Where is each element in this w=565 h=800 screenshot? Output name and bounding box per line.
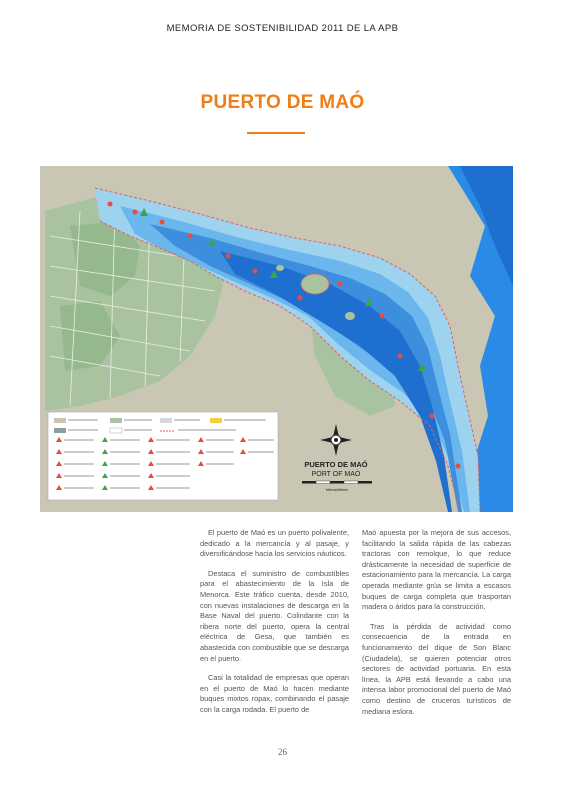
page-number: 26	[278, 747, 287, 757]
harbour-map	[40, 166, 513, 512]
paragraph: El puerto de Maó es un puerto polivalente, dedicado a la mercancía y al pasaje, y diversificándose hacia los servicios náuticos.	[200, 528, 349, 559]
page-title: PUERTO DE MAÓ	[200, 92, 365, 113]
map-name-en: PORT OF MAÓ	[311, 471, 361, 478]
title-underline	[247, 132, 305, 134]
scale-bar	[302, 481, 372, 484]
body-column-right	[362, 528, 511, 726]
isla-del-rey	[301, 274, 329, 294]
running-header: MEMORIA DE SOSTENIBILIDAD 2011 DE LA APB	[166, 23, 399, 34]
paragraph: Casi la totalidad de empresas que operan en el puerto de Maó lo hacen mediante buques mixtos ropax, combinando el pasaje con la carga rodada. El puerto de	[200, 673, 349, 714]
scale-caption: Metros/Meters	[325, 488, 349, 492]
paragraph: Destaca el suministro de combustibles para el abastecimiento de la Isla de Menorca. Este tráfico cuenta, desde 2010, con nuevas instalaciones de descarga en la Base Naval del puerto. Colindante con la ribera norte del puerto, opera la central eléctrica de Gesa, que también es abastecida con combustible que se descarga en el puerto.	[200, 568, 349, 663]
paragraph: Maó apuesta por la mejora de sus accesos, facilitando la salida rápida de las cabezas tractoras con remolque, lo que reduce drásticamente la necesidad de superficie de estacionamiento para la mercancía. La carga operada mediante grúa se limita a escasos buques de carga completa que trasportan madera o áridos para la construcción.	[362, 528, 511, 612]
body-column-left	[200, 528, 349, 725]
map-legend	[48, 412, 278, 500]
harbour-map-svg	[40, 166, 513, 512]
paragraph: Tras la pérdida de actividad como consecuencia de la entrada en funcionamiento del dique de Son Blanc (Ciudadela), se quieren potenciar otros sectores de actividad portuaria. En esta línea, la APB está llevando a cabo una intensa labor promocional del puerto de Maó como destino de cruceros turísticos de mediana eslora.	[362, 621, 511, 716]
map-name-es: PUERTO DE MAÓ	[304, 460, 368, 469]
